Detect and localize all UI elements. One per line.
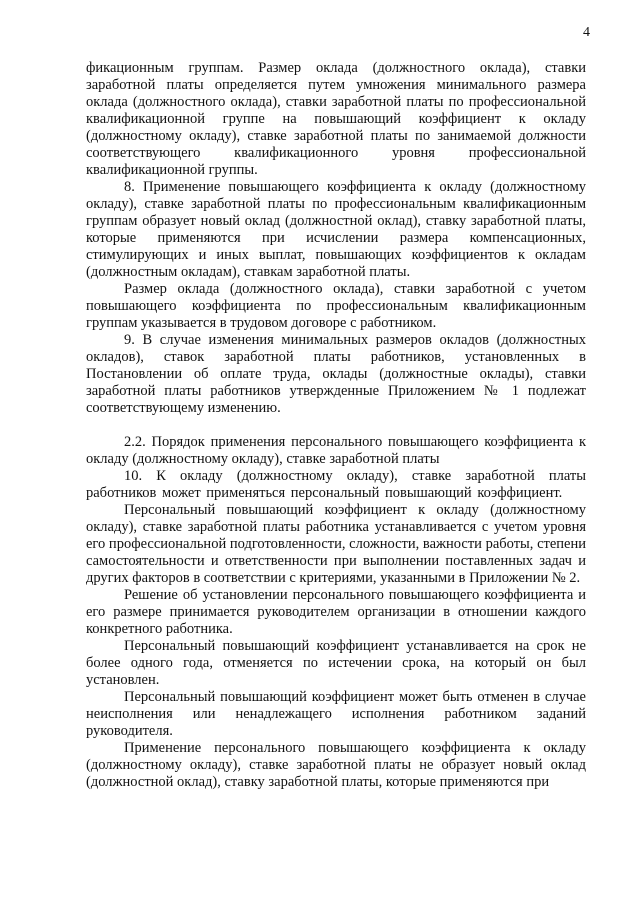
section-heading-2-2: 2.2. Порядок применения персонального повышающего коэффициента к окладу (должностному окладу), ставке заработной платы — [86, 434, 586, 467]
paragraph-item-9: 9. В случае изменения минимальных размеров окладов (должностных окладов), ставок заработной платы работников, установленных в Постановлении об оплате труда, оклады (должностные оклады), ставки заработной платы работников утвержденные Приложением № 1 подлежат соответствующему изменению. — [86, 332, 586, 416]
page-number: 4 — [583, 25, 590, 40]
paragraph-continuation: фикационным группам. Размер оклада (должностного оклада), ставки заработной платы определяется путем умножения минимального размера оклада (должностного оклада), ставки заработной платы по профессиональной квалификационной группе на повышающий коэффициент к окладу (должностному окладу), ставке заработной платы по занимаемой должности соответствующего квалификационного уровня профессиональной квалификационной группы. — [86, 60, 586, 178]
paragraph-item-10-application: Применение персонального повышающего коэффициента к окладу (должностному окладу), ставке заработной платы не образует новый оклад (должностной оклад), ставку заработной платы, которые применяются при — [86, 740, 586, 790]
paragraph-item-8-salary-in-contract: Размер оклада (должностного оклада), ставки заработной с учетом повышающего коэффициента по профессиональным квалификационным группам указывается в трудовом договоре с работником. — [86, 281, 586, 331]
paragraph-item-8: 8. Применение повышающего коэффициента к окладу (должностному окладу), ставке заработной платы по профессиональным квалификационным группам образует новый оклад (должностной оклад), ставку заработной платы, которые применяются при исчислении размера компенсационных, стимулирующих и иных выплат, повышающих коэффициентов к окладам (должностным окладам), ставкам заработной платы. — [86, 179, 586, 280]
paragraph-item-10-criteria: Персональный повышающий коэффициент к окладу (должностному окладу), ставке заработной платы работника устанавливается с учетом уровня его профессиональной подготовленности, сложности, важности работы, степени самостоятельности и ответственности при выполнении поставленных задач и других факторов в соответствии с критериями, указанными в Приложении № 2. — [86, 502, 586, 586]
document-body — [86, 60, 586, 791]
paragraph-item-10-decision: Решение об установлении персонального повышающего коэффициента и его размере принимается руководителем организации в отношении каждого конкретного работника. — [86, 587, 586, 637]
paragraph-item-10-cancellation: Персональный повышающий коэффициент может быть отменен в случае неисполнения или ненадлежащего исполнения работником заданий руководителя. — [86, 689, 586, 739]
paragraph-item-10-term: Персональный повышающий коэффициент устанавливается на срок не более одного года, отменяется по истечении срока, на который он был установлен. — [86, 638, 586, 688]
paragraph-item-10: 10. К окладу (должностному окладу), ставке заработной платы работников может применяться персональный повышающий коэффициент. — [86, 468, 586, 501]
